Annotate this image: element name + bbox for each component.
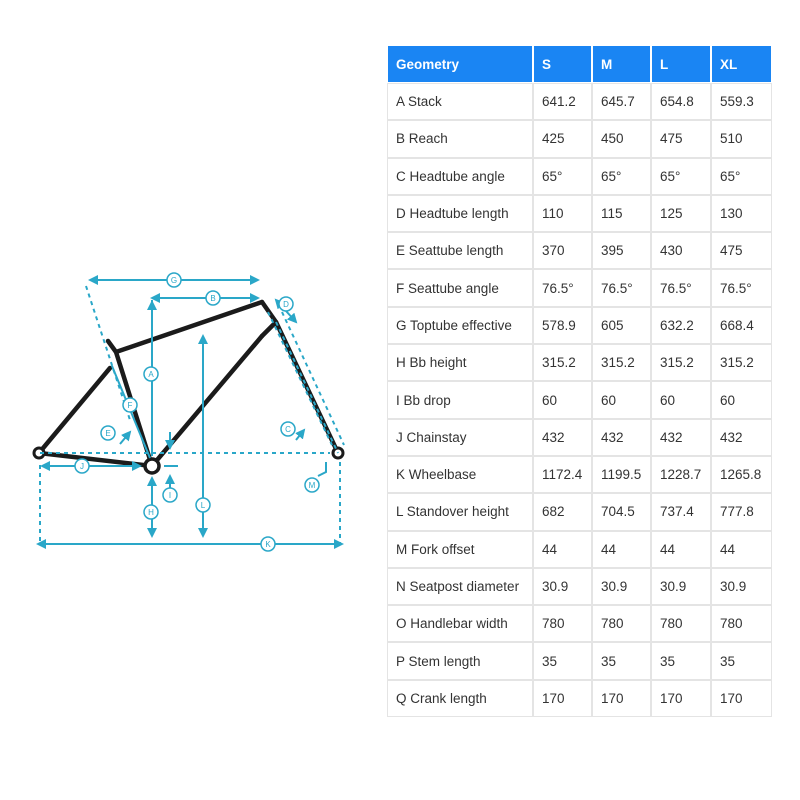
row-value: 30.9 (534, 569, 591, 604)
header-size-m: M (593, 46, 650, 82)
table-header-row (388, 46, 771, 82)
row-value: 1199.5 (593, 457, 650, 492)
row-value: 65° (652, 159, 710, 194)
row-value: 315.2 (534, 345, 591, 380)
label-k (261, 537, 275, 551)
seatstay-tube (39, 368, 110, 453)
table-body (388, 84, 771, 716)
row-value: 65° (593, 159, 650, 194)
row-label: I Bb drop (388, 382, 532, 417)
row-label: L Standover height (388, 494, 532, 529)
row-value: 641.2 (534, 84, 591, 119)
svg-text:H: H (148, 508, 154, 517)
row-value: 432 (652, 420, 710, 455)
row-value: 737.4 (652, 494, 710, 529)
row-value: 76.5° (534, 270, 591, 305)
label-j (75, 459, 89, 473)
label-g (167, 273, 181, 287)
row-label: P Stem length (388, 643, 532, 678)
row-value: 35 (652, 643, 710, 678)
row-value: 632.2 (652, 308, 710, 343)
table-row (388, 233, 771, 268)
row-value: 780 (534, 606, 591, 641)
row-value: 60 (534, 382, 591, 417)
row-value: 76.5° (593, 270, 650, 305)
label-d (279, 297, 293, 311)
row-value: 125 (652, 196, 710, 231)
row-value: 645.7 (593, 84, 650, 119)
svg-text:D: D (283, 300, 289, 309)
row-value: 425 (534, 121, 591, 156)
table-row (388, 681, 771, 716)
row-value: 44 (534, 532, 591, 567)
row-value: 1265.8 (712, 457, 771, 492)
table-row (388, 457, 771, 492)
table-row (388, 494, 771, 529)
row-value: 510 (712, 121, 771, 156)
row-value: 110 (534, 196, 591, 231)
row-value: 76.5° (652, 270, 710, 305)
header-size-s: S (534, 46, 591, 82)
row-value: 44 (652, 532, 710, 567)
table-row (388, 606, 771, 641)
row-label: C Headtube angle (388, 159, 532, 194)
row-value: 780 (712, 606, 771, 641)
top-tube (116, 302, 262, 352)
header-size-xl: XL (712, 46, 771, 82)
row-value: 780 (593, 606, 650, 641)
header-size-l: L (652, 46, 710, 82)
row-value: 170 (534, 681, 591, 716)
table-row (388, 569, 771, 604)
row-value: 578.9 (534, 308, 591, 343)
row-label: E Seattube length (388, 233, 532, 268)
table-row (388, 196, 771, 231)
row-value: 35 (593, 643, 650, 678)
table-row (388, 270, 771, 305)
bike-frame (39, 302, 338, 466)
table-row (388, 420, 771, 455)
label-c (281, 422, 295, 436)
label-f (123, 398, 137, 412)
row-label: Q Crank length (388, 681, 532, 716)
svg-text:K: K (265, 540, 271, 549)
row-value: 777.8 (712, 494, 771, 529)
row-value: 395 (593, 233, 650, 268)
label-a (144, 367, 158, 381)
row-label: H Bb height (388, 345, 532, 380)
row-value: 115 (593, 196, 650, 231)
row-value: 450 (593, 121, 650, 156)
row-value: 432 (712, 420, 771, 455)
row-value: 432 (593, 420, 650, 455)
row-value: 170 (593, 681, 650, 716)
row-value: 60 (593, 382, 650, 417)
row-label: F Seattube angle (388, 270, 532, 305)
svg-text:I: I (168, 491, 172, 500)
row-value: 35 (712, 643, 771, 678)
row-value: 35 (534, 643, 591, 678)
row-label: J Chainstay (388, 420, 532, 455)
svg-text:J: J (80, 462, 84, 471)
row-value: 76.5° (712, 270, 771, 305)
row-label: O Handlebar width (388, 606, 532, 641)
label-l (196, 498, 210, 512)
bottom-bracket (145, 459, 159, 473)
row-value: 780 (652, 606, 710, 641)
label-e (101, 426, 115, 440)
svg-text:C: C (285, 425, 291, 434)
svg-text:G: G (170, 276, 178, 285)
row-value: 60 (712, 382, 771, 417)
row-label: N Seatpost diameter (388, 569, 532, 604)
row-value: 704.5 (593, 494, 650, 529)
row-value: 668.4 (712, 308, 771, 343)
table-row (388, 345, 771, 380)
row-value: 475 (712, 233, 771, 268)
row-value: 315.2 (652, 345, 710, 380)
table-row (388, 532, 771, 567)
label-b (206, 291, 220, 305)
row-value: 65° (712, 159, 771, 194)
row-value: 170 (712, 681, 771, 716)
chainstay-tube (39, 453, 152, 466)
row-value: 30.9 (593, 569, 650, 604)
row-value: 370 (534, 233, 591, 268)
row-value: 315.2 (593, 345, 650, 380)
row-value: 44 (593, 532, 650, 567)
row-label: B Reach (388, 121, 532, 156)
row-value: 60 (652, 382, 710, 417)
svg-text:M: M (308, 481, 316, 490)
svg-text:F: F (127, 401, 133, 410)
head-tube (262, 302, 276, 336)
row-value: 475 (652, 121, 710, 156)
svg-text:L: L (200, 501, 206, 510)
row-value: 30.9 (652, 569, 710, 604)
row-label: A Stack (388, 84, 532, 119)
label-i (163, 488, 177, 502)
row-value: 30.9 (712, 569, 771, 604)
svg-text:E: E (105, 429, 111, 438)
frame-geometry-diagram (0, 0, 380, 800)
row-value: 170 (652, 681, 710, 716)
row-value: 65° (534, 159, 591, 194)
row-label: G Toptube effective (388, 308, 532, 343)
row-value: 1172.4 (534, 457, 591, 492)
row-value: 682 (534, 494, 591, 529)
table-row (388, 84, 771, 119)
row-value: 432 (534, 420, 591, 455)
table-row (388, 308, 771, 343)
label-m (305, 478, 319, 492)
row-value: 559.3 (712, 84, 771, 119)
row-value: 44 (712, 532, 771, 567)
row-value: 1228.7 (652, 457, 710, 492)
svg-text:A: A (148, 370, 154, 379)
geometry-table (386, 44, 773, 718)
dimension-lines (38, 280, 344, 545)
table-row (388, 382, 771, 417)
row-label: D Headtube length (388, 196, 532, 231)
row-value: 315.2 (712, 345, 771, 380)
table-row (388, 159, 771, 194)
row-value: 430 (652, 233, 710, 268)
row-value: 605 (593, 308, 650, 343)
row-label: M Fork offset (388, 532, 532, 567)
row-label: K Wheelbase (388, 457, 532, 492)
table-row (388, 121, 771, 156)
row-value: 130 (712, 196, 771, 231)
table-row (388, 643, 771, 678)
svg-text:B: B (210, 294, 216, 303)
header-geometry: Geometry (388, 46, 532, 82)
row-value: 654.8 (652, 84, 710, 119)
down-tube (152, 336, 262, 466)
label-h (144, 505, 158, 519)
